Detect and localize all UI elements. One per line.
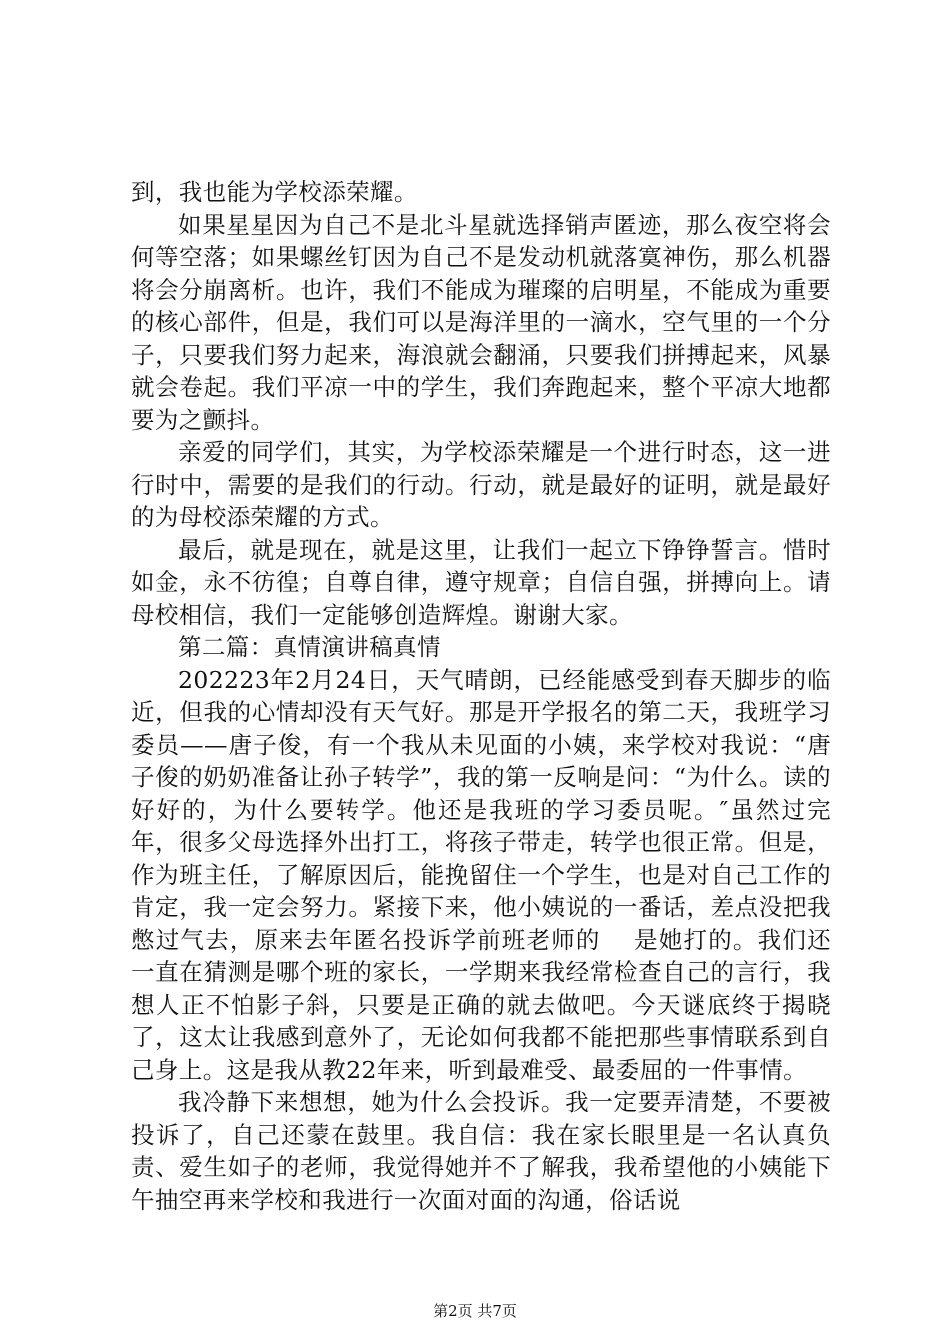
paragraph-6: 我冷静下来想想，她为什么会投诉。我一定要弄清楚，不要被投诉了，自己还蒙在鼓里。我自信：我在家长眼里是一名认真负责、爱生如子的老师，我觉得她并不了解我，我希望他的小姨能下午抽空再来学校和我进行一次面对面的沟通，俗话说 [131,1088,831,1214]
paragraph-3: 亲爱的同学们，其实，为学校添荣耀是一个进行时态，这一进行时中，需要的是我们的行动。行动，就是最好的证明，就是最好的为母校添荣耀的方式。 [131,438,831,531]
page-number-footer: 第2页 共7页 [433,1302,517,1320]
document-body [131,176,831,1216]
paragraph-2: 如果星星因为自己不是北斗星就选择销声匿迹，那么夜空将会何等空落；如果螺丝钉因为自己不是发动机就落寞神伤，那么机器将会分崩离析。也许，我们不能成为璀璨的启明星，不能成为重要的核心部件，但是，我们可以是海洋里的一滴水，空气里的一个分子，只要我们努力起来，海浪就会翻涌，只要我们拼搏起来，风暴就会卷起。我们平凉一中的学生，我们奔跑起来，整个平凉大地都要为之颤抖。 [131,210,831,434]
paragraph-5: 202223年2月24日，天气晴朗，已经能感受到春天脚步的临近，但我的心情却没有天气好。那是开学报名的第二天，我班学习委员——唐子俊，有一个我从未见面的小姨，来学校对我说：“唐子俊的奶奶准备让孙子转学”，我的第一反响是问：“为什么。读的好好的，为什么要转学。他还是我班的学习委员呢。″虽然过完年，很多父母选择外出打工，将孩子带走，转学也很正常。但是，作为班主任，了解原因后，能挽留住一个学生，也是对自己工作的肯定，我一定会努力。紧接下来，他小姨说的一番话，差点没把我憋过气去，原来去年匿名投诉学前班老师的 是她打的。我们还一直在猜测是哪个班的家长，一学期来我经常检查自己的言行，我想人正不怕影子斜，只要是正确的就去做吧。今天谜底终于揭晓了，这太让我感到意外了，无论如何我都不能把那些事情联系到自己身上。这是我从教22年来，听到最难受、最委屈的一件事情。 [131,665,831,1084]
section-heading: 第二篇：真情演讲稿真情 [178,633,441,661]
paragraph-4: 最后，就是现在，就是这里，让我们一起立下铮铮誓言。惜时如金，永不彷徨；自尊自律，遵守规章；自信自强，拼搏向上。请母校相信，我们一定能够创造辉煌。谢谢大家。 [131,535,831,629]
paragraph-1: 到，我也能为学校添荣耀。 [131,178,418,206]
